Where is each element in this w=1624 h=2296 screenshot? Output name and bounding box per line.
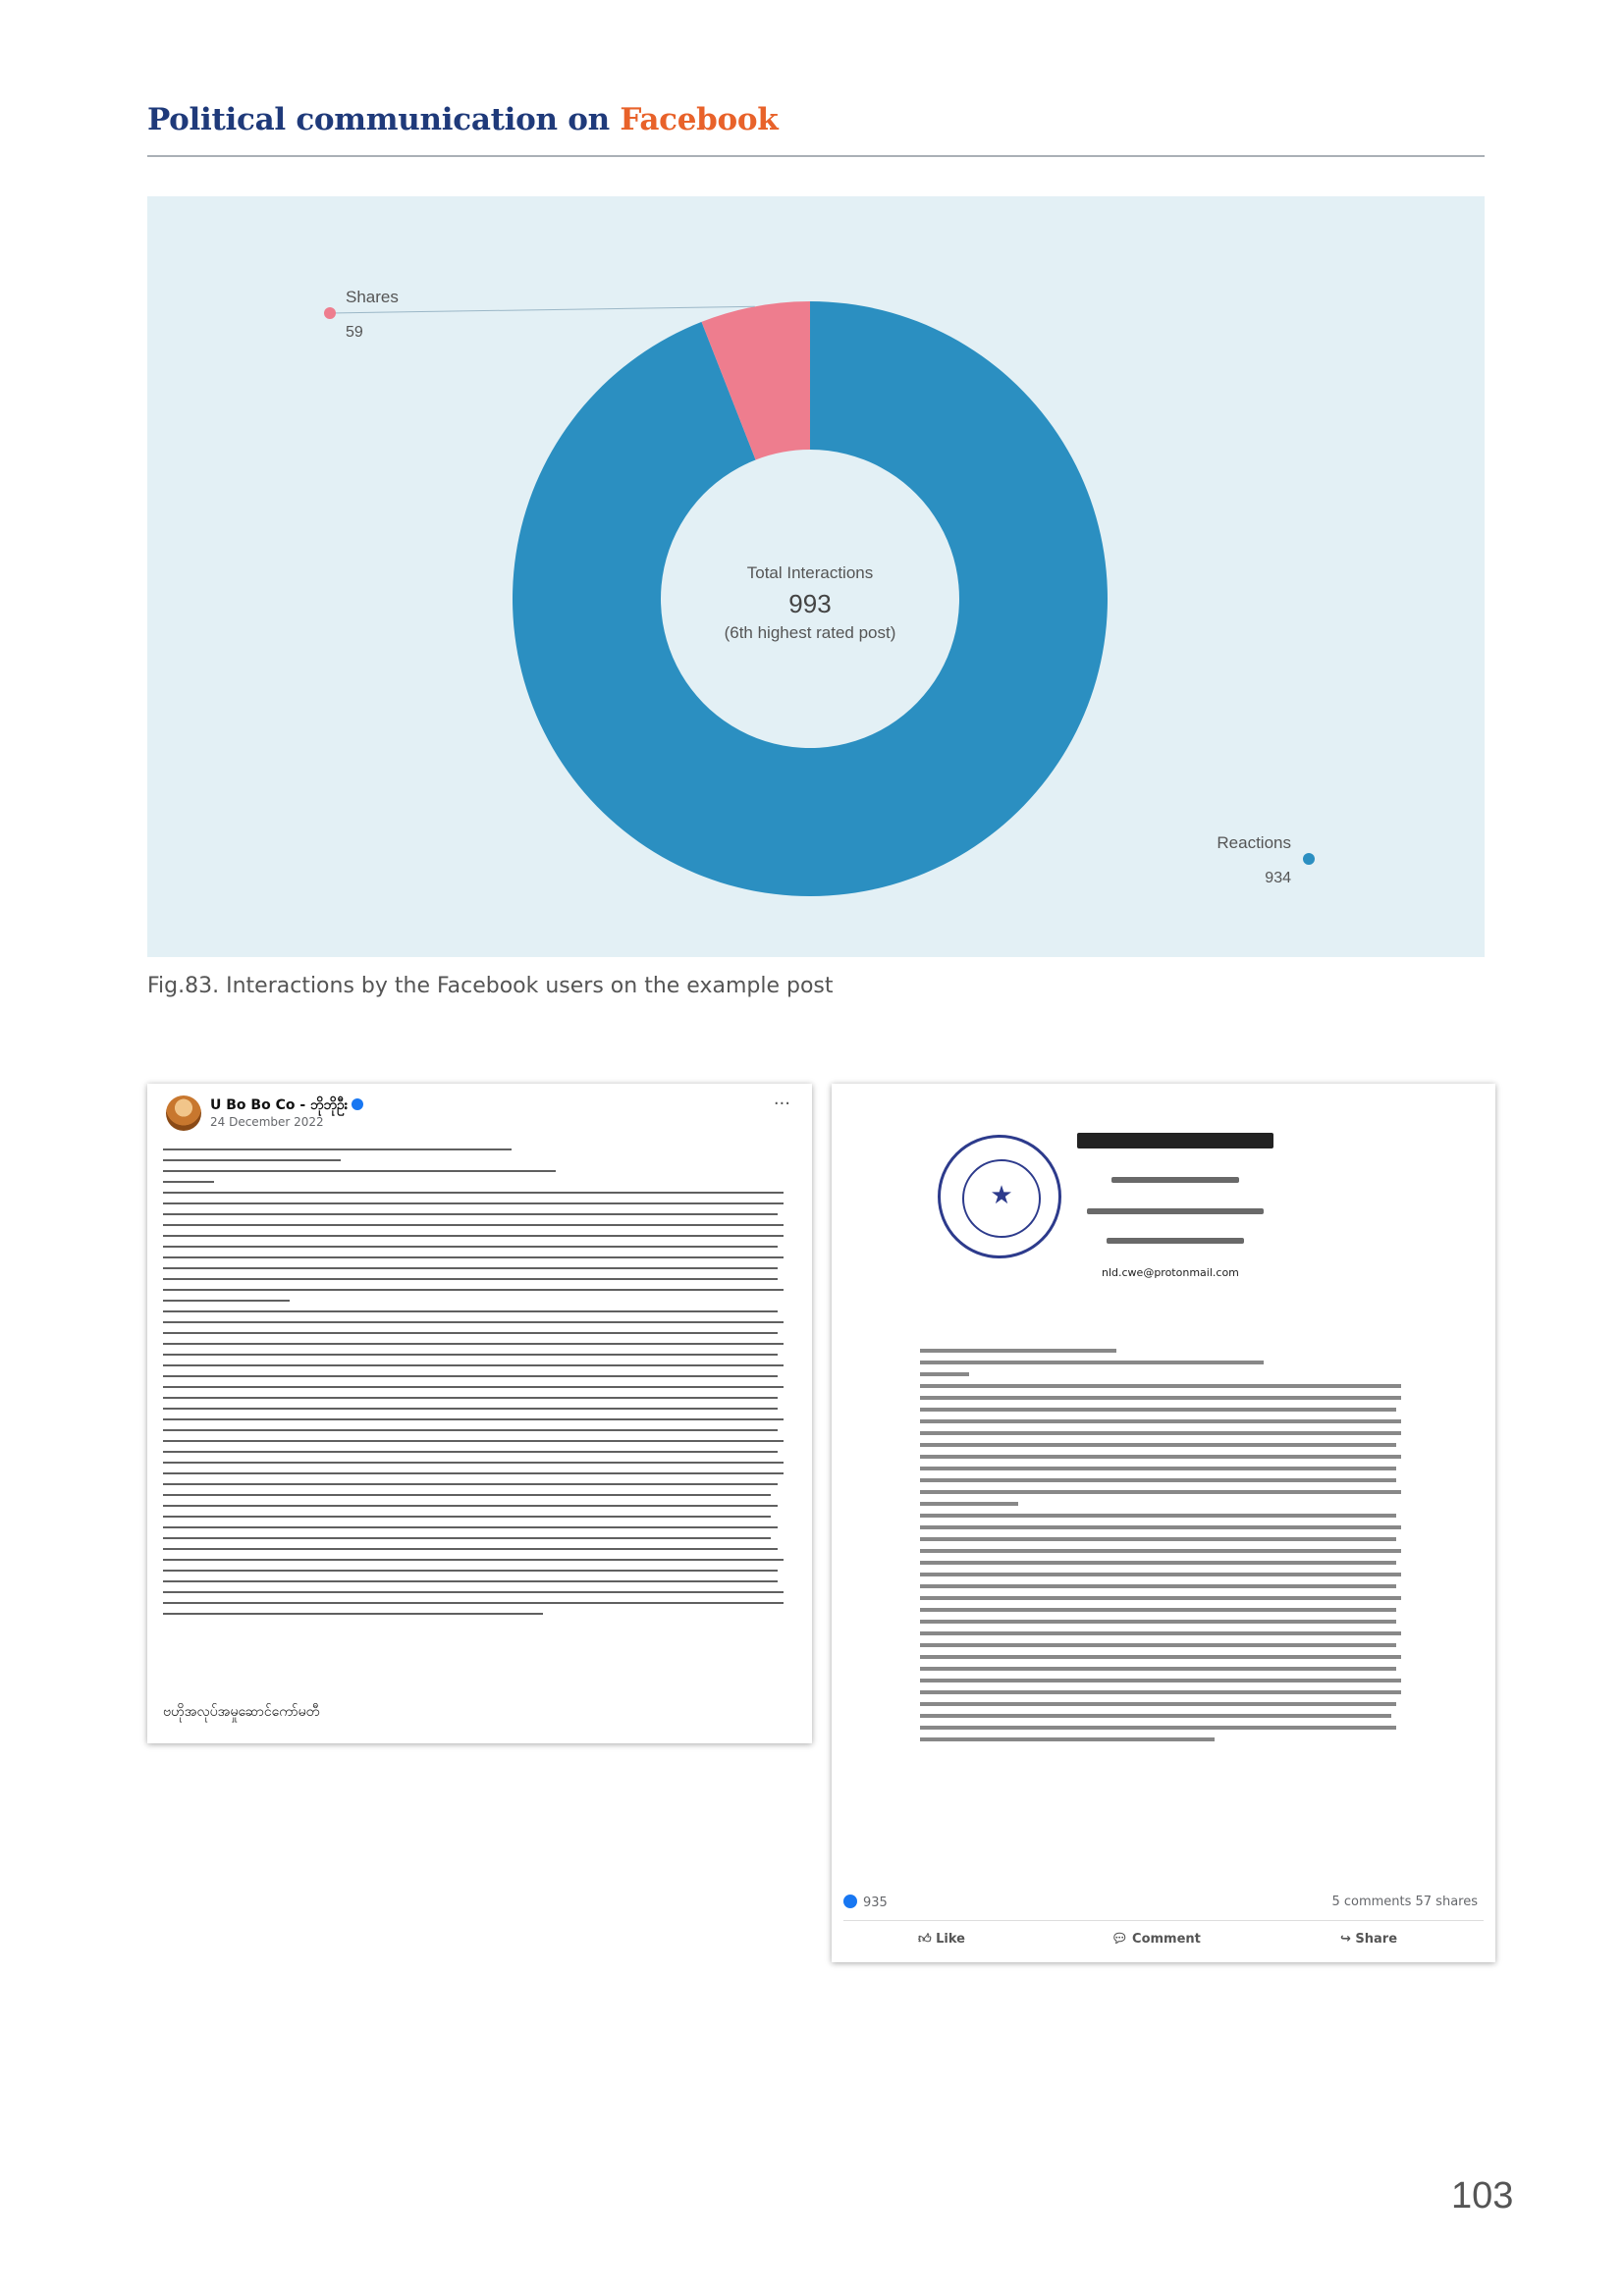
text-line [163,1246,778,1248]
text-line [163,1343,784,1345]
text-line [920,1655,1401,1659]
text-line [163,1602,784,1604]
text-line [920,1525,1401,1529]
avatar[interactable] [166,1095,201,1131]
text-line [163,1418,784,1420]
share-icon: ↪ [1340,1932,1356,1947]
document-email: nld.cwe@protonmail.com [1102,1266,1239,1279]
text-line [920,1455,1401,1459]
text-line [163,1375,778,1377]
donut-chart-panel [147,196,1485,957]
text-line [920,1408,1396,1412]
text-line [920,1643,1396,1647]
text-line [920,1384,1401,1388]
share-button[interactable]: ↪ Share [1340,1932,1398,1947]
comment-icon: 💬︎ [1111,1932,1133,1947]
text-line [163,1483,778,1485]
text-line [163,1462,784,1464]
verified-icon [352,1098,363,1110]
post-signature: ဗဟိုအလုပ်အမှုဆောင်ကော်မတီ [163,1704,320,1720]
comment-button[interactable]: 💬︎ Comment [1111,1932,1201,1947]
text-line [163,1148,512,1150]
text-line [163,1300,290,1302]
text-line [163,1559,784,1561]
text-line [163,1429,778,1431]
text-line [920,1690,1401,1694]
text-line [920,1537,1396,1541]
page-number: 103 [1451,2175,1514,2216]
text-line [920,1737,1215,1741]
text-line [163,1202,784,1204]
comments-shares-count[interactable]: 5 comments 57 shares [1331,1895,1478,1909]
party-seal-logo [938,1135,1061,1258]
shares-marker [324,307,336,319]
value-reactions: 934 [1265,870,1291,886]
document-body [920,1349,1411,1749]
text-line [163,1170,556,1172]
text-line [163,1267,778,1269]
center-value: 993 [788,589,832,618]
text-line [920,1608,1396,1612]
post-date[interactable]: 24 December 2022 [210,1115,324,1129]
post-body [163,1143,796,1624]
star-icon: ★ [990,1181,1013,1210]
text-line [163,1526,778,1528]
text-line [163,1548,778,1550]
page-title: Political communication on Facebook [147,102,779,137]
text-line [920,1361,1264,1364]
like-reaction-icon [843,1895,857,1908]
text-line [163,1516,771,1518]
figure-caption: Fig.83. Interactions by the Facebook users on the example post [147,974,834,998]
text-line [163,1494,771,1496]
text-line [920,1573,1401,1576]
text-line [163,1224,784,1226]
text-line [920,1443,1396,1447]
text-line [163,1472,784,1474]
text-line [920,1514,1396,1518]
text-line [920,1726,1396,1730]
more-options-icon[interactable]: ··· [773,1094,790,1114]
text-line [163,1408,778,1410]
text-line [163,1213,778,1215]
text-line [163,1332,778,1334]
text-line [163,1537,771,1539]
text-line [920,1561,1396,1565]
text-line [920,1714,1391,1718]
center-label: Total Interactions [746,563,874,582]
document-subheading [1111,1177,1239,1183]
value-shares: 59 [346,324,363,341]
text-line [920,1549,1401,1553]
text-line [163,1570,778,1572]
text-line [163,1580,778,1582]
document-address [1087,1208,1264,1214]
donut-chart [147,196,1485,957]
label-reactions: Reactions [1217,833,1291,852]
text-line [920,1679,1401,1682]
text-line [163,1440,784,1442]
header-divider [147,155,1485,157]
text-line [920,1419,1401,1423]
text-line [163,1192,784,1194]
text-line [920,1502,1018,1506]
text-line [920,1620,1396,1624]
text-line [920,1667,1396,1671]
text-line [163,1159,341,1161]
text-line [920,1631,1401,1635]
document-address-line [1107,1238,1244,1244]
text-line [163,1235,784,1237]
center-note: (6th highest rated post) [724,623,896,642]
text-line [920,1596,1401,1600]
post-author[interactable]: U Bo Bo Co - ဘိုဘိုဦး [210,1095,363,1116]
facebook-post-card [147,1084,812,1743]
text-line [163,1289,784,1291]
text-line [920,1431,1401,1435]
text-line [163,1386,784,1388]
document-heading [1077,1133,1273,1148]
text-line [163,1310,778,1312]
text-line [920,1702,1396,1706]
document-post-card [832,1084,1495,1962]
text-line [163,1451,778,1453]
text-line [920,1584,1396,1588]
text-line [163,1613,543,1615]
text-line [163,1354,778,1356]
like-count[interactable]: 935 [843,1895,888,1910]
shares-leader-line [330,306,755,313]
text-line [163,1321,784,1323]
text-line [920,1349,1116,1353]
text-line [163,1181,214,1183]
text-line [920,1467,1396,1470]
text-line [920,1372,969,1376]
text-line [163,1364,784,1366]
label-shares: Shares [346,288,399,306]
text-line [163,1397,778,1399]
reactions-marker [1303,853,1315,865]
text-line [163,1591,784,1593]
text-line [163,1505,778,1507]
text-line [920,1490,1401,1494]
text-line [920,1478,1396,1482]
text-line [163,1256,784,1258]
text-line [920,1396,1401,1400]
actions-divider [843,1920,1484,1921]
text-line [163,1278,778,1280]
thumbs-up-icon: 👍︎ [918,1932,937,1947]
like-button[interactable]: 👍︎ Like [918,1932,965,1947]
